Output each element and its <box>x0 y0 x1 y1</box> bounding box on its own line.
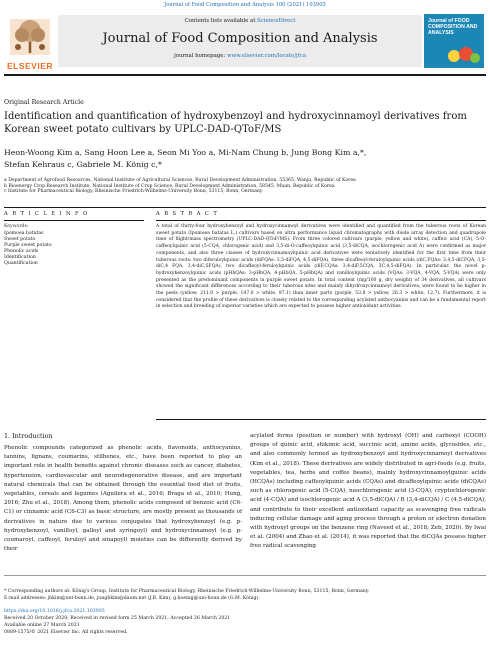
contents-prefix: Contents lists available at <box>184 18 258 24</box>
intro-column-left: Phenolic compounds categorized as phenolic acids, flavonoids, anthocyanins, tannins, lignans, coumarins, stilbenes, etc., have been reported to play an important role in health benefits against chronic diseases such as cancer, diabetes, hypertension, cardiovascular and neurodegenerative disease, and are important natural chemicals that can be obtained through the essential food diet of fruits, vegetables, cereals and legumes (Aguilera et al., 2016; Braga et al., 2010; Hung, 2016; Zhu et al., 2018). Among them, phenolic acids composed of benzoic acid (C6-C1) or cinnamic acid (C6-C3) as basic structure, are mostly present as thousands of derivatives in nature due to various conjugates that hydroxybenzoyl (e.g. p-hydroxybenzoyl, vanilloyl, galloyl and syringoyl) and hydroxycinnamoyl (e.g. p-coumaroyl, caffeoyl, feruloyl and sinapoyl) moieties can be differently derived by their <box>4 445 242 553</box>
footnote-rule <box>4 575 486 576</box>
affiliation-b: b Bioenergy Crop Research Institute, National Institute of Crop Science, Rural Development Administration, 58545, Muan, Republic of Korea <box>4 183 335 189</box>
copyright: 0889-1575/© 2021 Elsevier Inc. All rights reserved. <box>4 630 128 635</box>
corresponding-author-note: * Corresponding authors at: König's Group, Institute for Pharmaceutical Biology, Rheinische Friedrich-Wilhelms-University Bonn, 53115, Bonn, Germany. <box>4 589 370 594</box>
sciencedirect-link[interactable]: ScienceDirect <box>257 18 296 24</box>
homepage-prefix: journal homepage: <box>174 53 228 59</box>
keyword-item: Identification <box>4 255 36 260</box>
keyword-item: Ipomoea batatas <box>4 231 44 236</box>
abstract-end-rule <box>156 419 486 420</box>
keyword-item: Phenolic acids <box>4 249 39 254</box>
introduction-heading: 1. Introduction <box>4 432 53 440</box>
article-title: Identification and quantification of hydroxybenzoyl and hydroxycinnamoyl derivatives from Korean sweet potato cultivars by UPLC-DAD-QToF/MS <box>4 111 467 135</box>
author-list <box>4 147 484 170</box>
article-info-rule <box>4 220 144 221</box>
article-info-heading: A R T I C L E I N F O <box>4 211 89 217</box>
elsevier-tree-logo <box>4 15 56 67</box>
intro-column-right: acylated forms (position or number) with hydroxyl (OH) and carboxyl (COOH) groups of quinic acid, shikimic acid, succinic acid, amino acids, glycosides, etc., and also commonly termed as hydroxybenzoyl and hydroxycinnamoyl derivatives (Kim et al., 2018). These derivatives are widely distributed in agri-foods (e.g. fruits, vegetables, tea, herbs and coffee beans), mainly hydroxycinnamoylquinic acids (HCQAs) including caffeoylquinic acids (CQAs) and dicaffeoylquinic acids (diCQAs) such as chlorogenic acid (5-CQA), neochlorogenic acid (3-CQA), cryptochlorogenic acid (4-CQA) and isochlorogenic acid A (3,5-diCQA) / B (3,4-diCQA) / C (4,5-diCQA), and contribute to their excellent antioxidant capacity as scavenging free radicals inducing cellular damage and aging process through a proton or electron donation with hydroxyl groups on the benzene ring (Naveed et al., 2018; Zeb, 2020). By Iwai et al. (2004) and Zhao et al. (2014), it was reported that the diCQAs possess higher free radical scavenging <box>250 433 486 550</box>
keyword-item: Purple sweet potato <box>4 243 52 248</box>
abstract-text: A total of thirty-four hydroxybenzoyl and hydroxycinnamoyl derivatives were identified and quantified from the tuberous roots of Korean sweet potato (Ipomoea batatas L.) cultivars based on ultra performance liquid chromatography with diode array detection and quadrupole time of flight/mass spectrometry (UPLC-DAD-QToF/MS). From three colored cultivars (purple, yellow and white), caffeic acid (CA), 5-O-caffeoylquinic acid (5-CQA, chlorogenic acid) and 3,5-di-O-caffeoylquinic acid (3,5-diCQA, isochlorogenic acid A) were confirmed as major components, and also three classes of hydroxycinnamoylquinic acid derivatives were tentatively identified for the first time from their tuberous roots: two diferuloylquinic acids (diFQAs: 3,5-diFQA, 4,5-diFQA), three dicaffeoyl-feruloylquinic acids (diC,FQAs: 3,4,5-diCFQA, 3,5-diC,4 FQA, 3,4-diC,5FQA), two dicaffeoyl-feruloylquinic acids (diF,CQAs: 3,4-diF,5CQA, 3C,4,5-diFQA). In particular, the novel p-hydroxybenzoylquinic acids (pHbQAs: 3-pHbQA, 4-pHbQA, 5-pHbQA) and vanilloylquinic acids (VQAs: 3-VQA, 4-VQA, 5-VQA) were only presented as the predominant components in purple sweet potato. In total content (mg/100 g, dry weight) of 34 derivatives, all cultivars showed the significant differences according to their tuberous sites and mainly dihydroxycinnamoyl derivatives, were found to be higher in the peels (yellow, 211.0 > purple, 147.0 > white, 97.1) than inner parts (purple, 53.8 > yellow, 26.3 > white, 12.7). Furthermore, it is considered that the profile of these derivatives is closely related to the corresponding acylated anthocyanins and can be a fundamental report in selection and breeding of superior varieties which are expected to possess higher antioxidant activities. <box>156 224 486 310</box>
section-rule <box>4 207 486 208</box>
publisher-wordmark: ELSEVIER <box>6 61 54 71</box>
keyword-item: Quantification <box>4 261 38 266</box>
affiliation-c: c Institute for Pharmaceutical Biology, Rheinische Friedrich-Wilhelms-University Bonn, 53115, Bonn, Germany <box>4 189 263 195</box>
authors-line-1[interactable]: Heon-Woong Kim a, Sang Hoon Lee a, Seon Mi Yoo a, Mi-Nam Chung b, Jung Bong Kim a,*, <box>4 148 367 157</box>
abstract-heading: A B S T R A C T <box>156 211 219 217</box>
available-online: Available online 27 March 2021 <box>4 623 80 628</box>
affiliations <box>4 178 484 195</box>
homepage-link[interactable]: www.elsevier.com/locate/jfca <box>227 53 306 59</box>
header-rule <box>4 74 486 76</box>
received-dates: Received 20 October 2020; Received in revised form 25 March 2021; Accepted 26 March 2021 <box>4 616 231 621</box>
article-type: Original Research Article <box>4 99 84 106</box>
email-addresses: E-mail addresses: jbkim@uni-bonn.de, jungbkim@daum.net (J.B. Kim), g.koenig@uni-bonn.de (G.M. König). <box>4 596 260 601</box>
abstract-rule <box>156 220 486 221</box>
cover-graphic-icon <box>444 44 482 66</box>
affiliation-a: a Department of Agrofood Resources, National Institute of Agricultural Sciences, Rural Development Administration, 55365, Wanju, Republic of Korea <box>4 178 356 183</box>
authors-line-2[interactable]: Stefan Kehraus c, Gabriele M. König c,* <box>4 159 162 169</box>
journal-title: Journal of Food Composition and Analysis <box>102 31 378 46</box>
doi-link[interactable]: https://doi.org/10.1016/j.jfca.2021.103905 <box>4 609 105 614</box>
contents-line <box>58 18 422 24</box>
keywords-label: Keywords: <box>4 224 29 229</box>
keyword-item: Sweet potato <box>4 237 36 242</box>
running-header: Journal of Food Composition and Analysis 100 (2021) 103905 <box>164 2 326 8</box>
cover-title: Journal of FOOD COMPOSITION AND ANALYSIS <box>428 18 478 36</box>
journal-homepage <box>58 53 422 59</box>
